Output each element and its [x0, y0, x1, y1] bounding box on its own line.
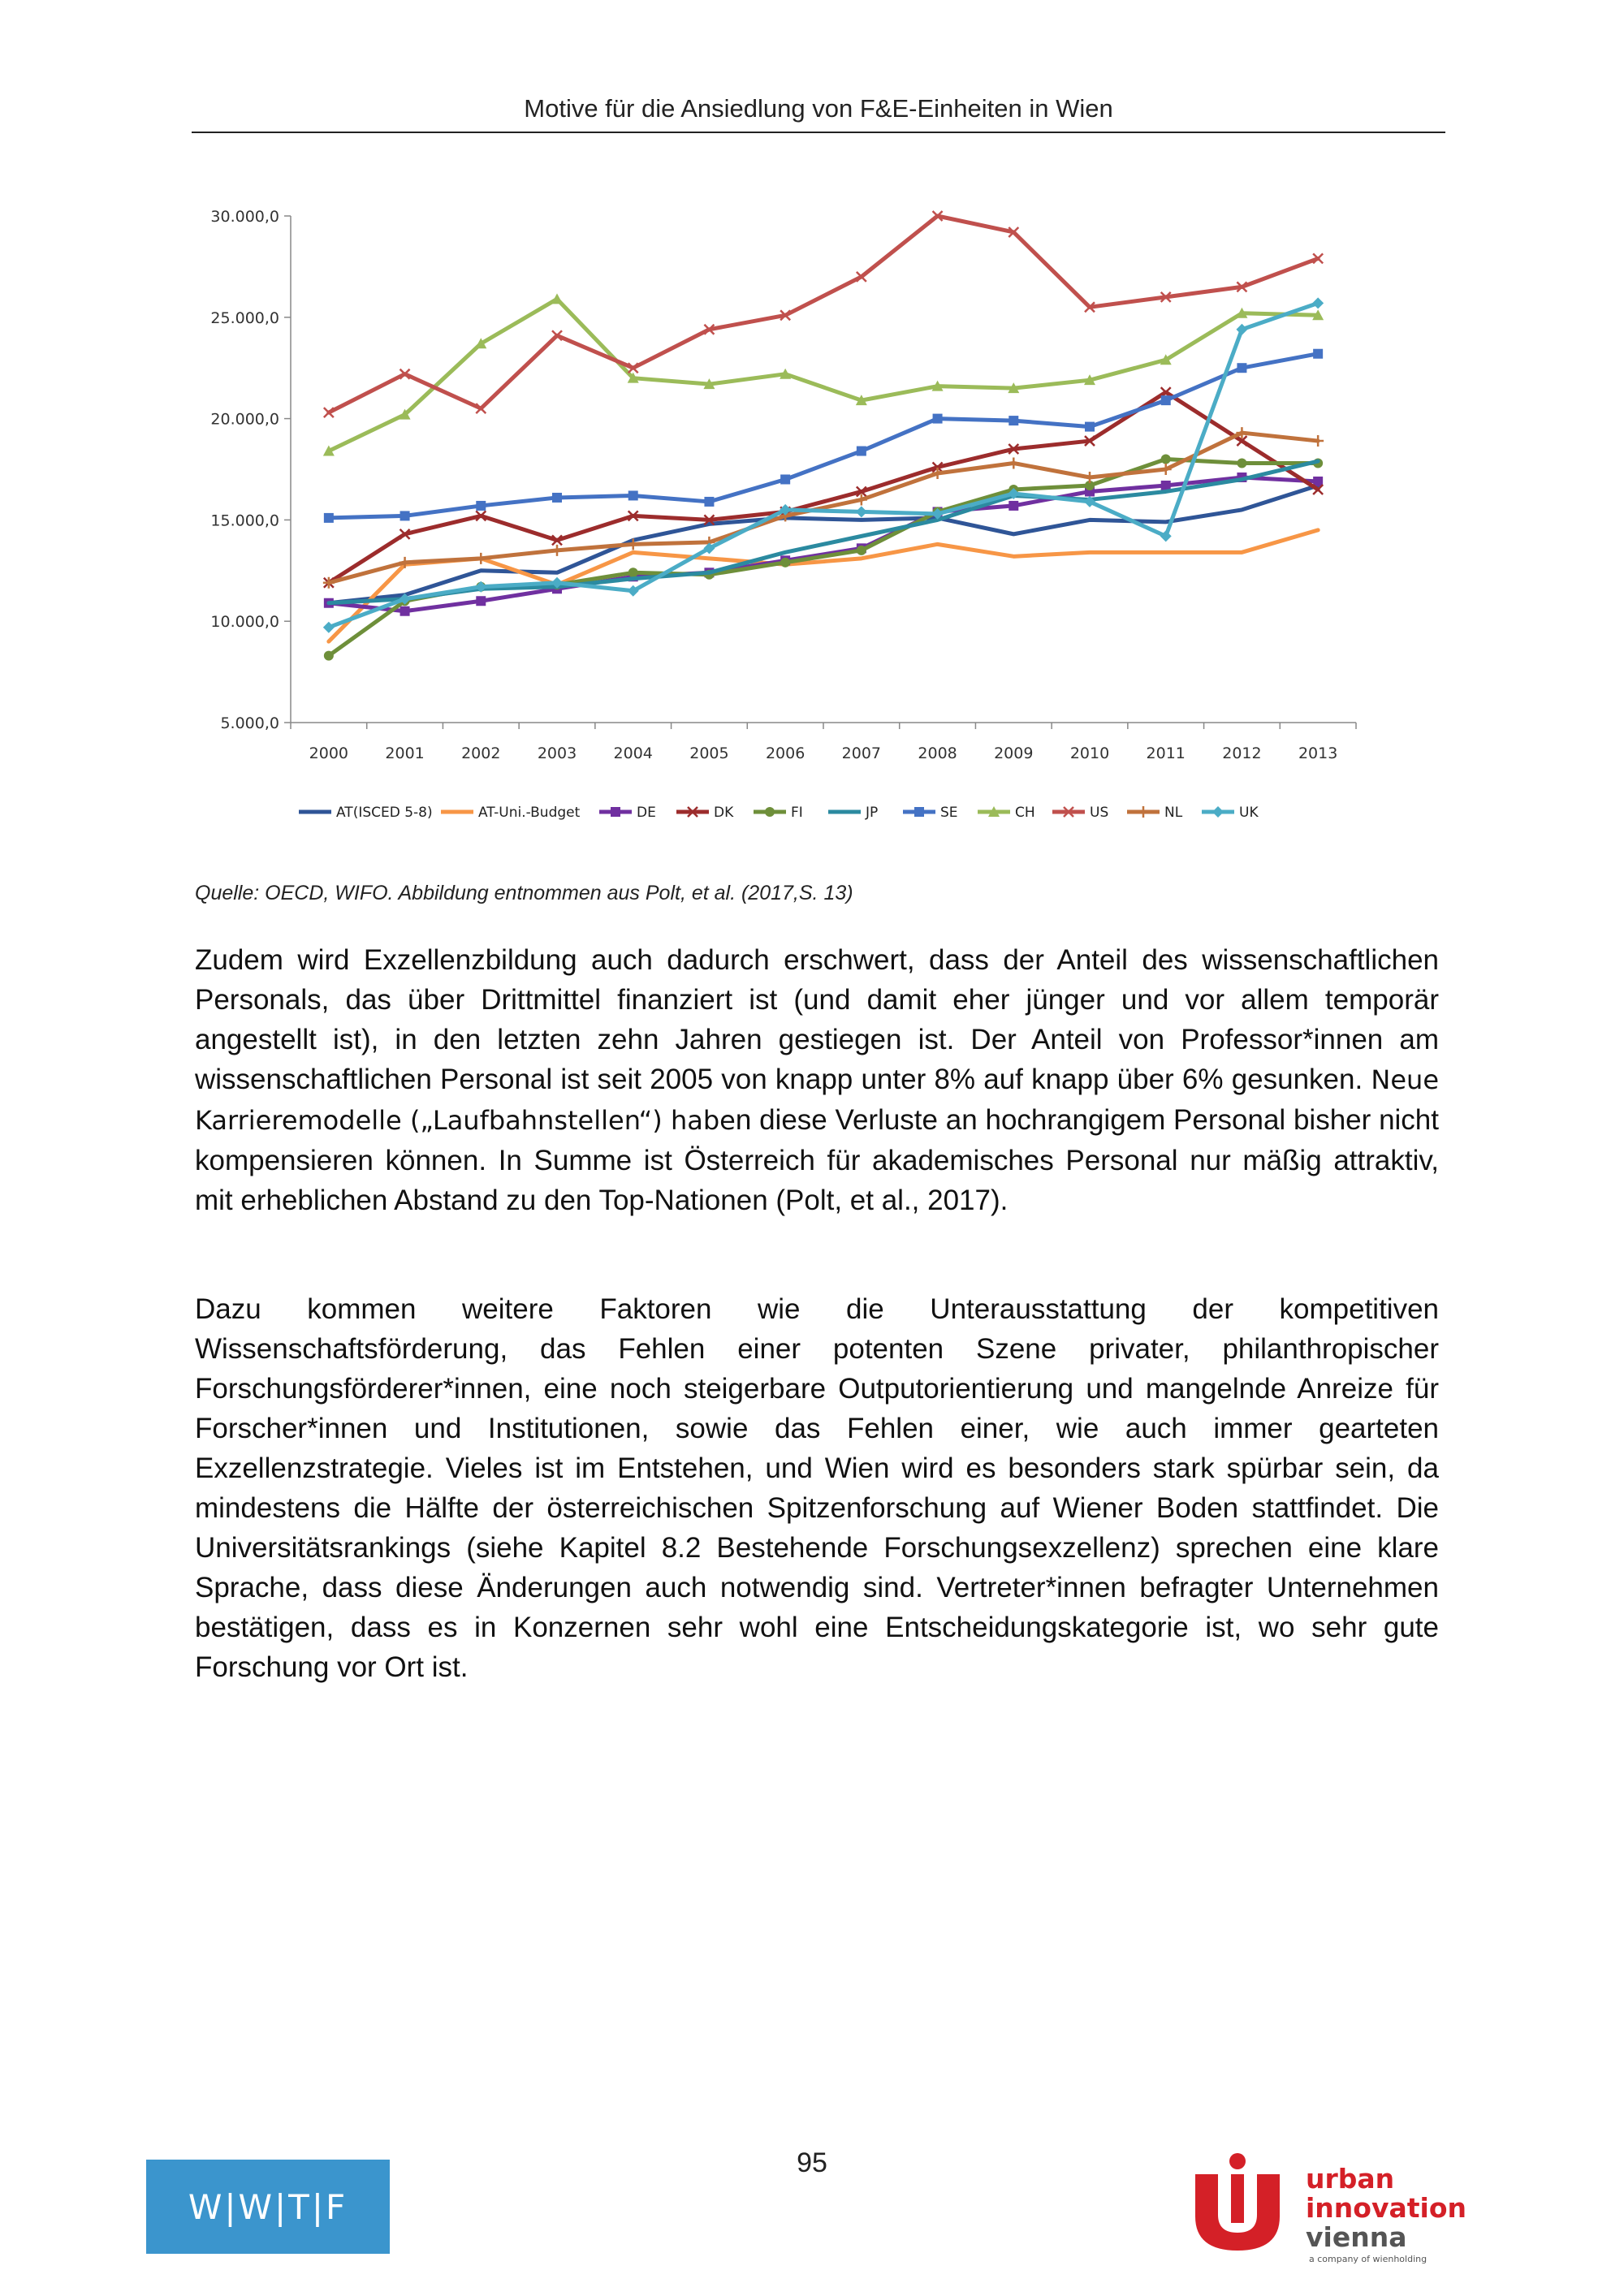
point-nl — [551, 545, 563, 556]
legend-label-fi: FI — [791, 805, 803, 821]
series-line-ch — [329, 299, 1318, 451]
paragraph-2-text: Dazu kommen weitere Faktoren wie die Unterausstattung der kompetitiven Wissenschaftsförderung, das Fehlen einer potenten Szene privater, philanthropischer Forschungsförderer*innen, eine noch steigerbare Outputorientierung und mangelnde Anreize für Forscher*innen und Institutionen, sowie das Fehlen einer, wie auch immer gearteten Exzellenzstrategie. Vieles ist im Entstehen, und Wien wird es besonders stark spürbar sein, da mindestens die Hälfte der österreichischen Spitzenforschung auf Wiener Boden stattfindet. Die Universitätsrankings (siehe Kapitel 8.2 Bestehende Forschungsexzellenz) sprechen eine klare Sprache, dass diese Änderungen auch notwendig sind. Vertreter*innen befragter Unternehmen bestätigen, dass es in Konzernen sehr wohl eine Entscheidungskategorie ist, wo sehr gute Forschung vor Ort ist. — [195, 1293, 1439, 1683]
point-fi — [1161, 455, 1171, 464]
x-tick-label: 2005 — [689, 744, 729, 762]
legend-marker-nl — [1138, 806, 1149, 818]
y-tick-label: 25.000,0 — [210, 309, 279, 327]
legend-marker-se — [914, 807, 924, 817]
x-tick-label: 2010 — [1069, 744, 1110, 762]
point-de — [400, 606, 410, 616]
legend-marker-uk — [1212, 806, 1224, 818]
point-se — [400, 511, 410, 520]
point-se — [324, 513, 334, 523]
point-se — [552, 493, 562, 503]
uiv-line-3: vienna — [1306, 2221, 1407, 2253]
legend-marker-fi — [765, 807, 775, 817]
figure-caption: Quelle: OECD, WIFO. Abbildung entnommen aus Polt, et al. (2017,S. 13) — [195, 882, 853, 904]
paragraph-1-part-b: Neue Karrieremodelle („Laufbahnstellen“) habe — [195, 1064, 1439, 1136]
x-tick-label: 2013 — [1298, 744, 1338, 762]
x-tick-label: 2007 — [841, 744, 882, 762]
legend-label-nl: NL — [1164, 805, 1183, 821]
point-ch — [551, 293, 563, 304]
x-tick-label: 2003 — [537, 744, 577, 762]
y-tick-label: 10.000,0 — [210, 613, 279, 632]
point-se — [1313, 349, 1323, 359]
paragraph-1 — [195, 940, 1439, 1220]
point-uk — [323, 622, 335, 633]
point-se — [476, 501, 486, 511]
legend-label-uk: UK — [1239, 805, 1259, 821]
point-se — [1161, 395, 1171, 405]
x-tick-label: 2000 — [309, 744, 349, 762]
wwtf-logo — [146, 2160, 390, 2254]
uiv-tagline: a company of wienholding — [1309, 2254, 1427, 2264]
point-nl — [1312, 435, 1324, 447]
legend-label-at-isced-5-8: AT(ISCED 5-8) — [336, 805, 433, 821]
x-tick-label: 2008 — [918, 744, 957, 762]
point-se — [628, 490, 638, 500]
legend-label-de: DE — [637, 805, 656, 821]
series-line-us — [329, 216, 1318, 412]
legend-label-ch: CH — [1015, 805, 1035, 821]
legend-marker-de — [611, 807, 620, 817]
x-tick-label: 2011 — [1146, 744, 1186, 762]
wwtf-logo-text: W|W|T|F — [188, 2186, 348, 2227]
page-header-title: Motive für die Ansiedlung von F&E-Einheiten in Wien — [524, 94, 1113, 123]
y-tick-label: 20.000,0 — [210, 410, 279, 429]
point-se — [704, 497, 714, 507]
uiv-line-2: innovation — [1306, 2192, 1466, 2224]
point-se — [1237, 363, 1246, 373]
uiv-wordmark — [1306, 2164, 1466, 2252]
point-uk — [856, 506, 867, 517]
legend-label-jp: JP — [866, 805, 879, 821]
paragraph-1-part-c: n diese Verluste an hochrangigem Personal bisher nicht kompensieren können. In Summe ist Österreich für akademisches Personal nur mäßig attraktiv, mit erheblichen Abstand zu den Top-Nationen (Polt, et al., 2017). — [195, 1104, 1440, 1216]
point-de — [1009, 501, 1018, 511]
point-fi — [324, 651, 334, 661]
x-tick-label: 2009 — [994, 744, 1034, 762]
y-tick-label: 15.000,0 — [210, 511, 279, 530]
paragraph-1-part-a: Zudem wird Exzellenzbildung auch dadurch erschwert, dass der Anteil des wissenschaftlichen Personals, das über Drittmittel finanziert ist (und damit eher jünger und vor allem temporär angestellt ist), in den letzten zehn Jahren gestiegen ist. Der Anteil von Professor*innen am wissenschaftlichen Personal ist seit 2005 von knapp unter 8% auf knapp über 6% gesunken. — [195, 944, 1439, 1095]
point-fi — [857, 546, 866, 555]
y-tick-label: 30.000,0 — [210, 208, 279, 226]
point-se — [857, 447, 866, 456]
x-tick-label: 2002 — [461, 744, 501, 762]
point-fi — [628, 568, 638, 577]
paragraph-2 — [195, 1289, 1439, 1687]
point-se — [933, 414, 943, 424]
point-se — [1085, 422, 1095, 432]
x-tick-label: 2004 — [613, 744, 653, 762]
legend-label-at-uni-budget: AT-Uni.-Budget — [478, 805, 581, 821]
point-nl — [475, 553, 486, 564]
x-tick-label: 2006 — [765, 744, 806, 762]
legend-label-us: US — [1090, 805, 1109, 821]
point-nl — [1008, 458, 1019, 469]
x-tick-label: 2012 — [1222, 744, 1262, 762]
point-fi — [780, 558, 790, 568]
point-fi — [1237, 459, 1246, 468]
point-uk — [1236, 324, 1247, 335]
uiv-line-1: urban — [1306, 2163, 1395, 2195]
point-de — [476, 596, 486, 606]
urban-innovation-vienna-logo — [1186, 2150, 1478, 2264]
point-nl — [1084, 472, 1095, 483]
rd-expenditure-line-chart — [187, 195, 1389, 844]
page-number: 95 — [797, 2147, 827, 2178]
point-se — [780, 474, 790, 484]
uiv-u-mark-icon — [1186, 2150, 1299, 2255]
x-tick-label: 2001 — [385, 744, 425, 762]
y-tick-label: 5.000,0 — [220, 714, 279, 732]
header-rule — [192, 132, 1445, 133]
point-de — [1161, 481, 1171, 490]
legend-label-se: SE — [940, 805, 958, 821]
series-line-se — [329, 354, 1318, 518]
legend-label-dk: DK — [714, 805, 734, 821]
point-uk — [1312, 297, 1324, 309]
point-se — [1009, 416, 1018, 425]
